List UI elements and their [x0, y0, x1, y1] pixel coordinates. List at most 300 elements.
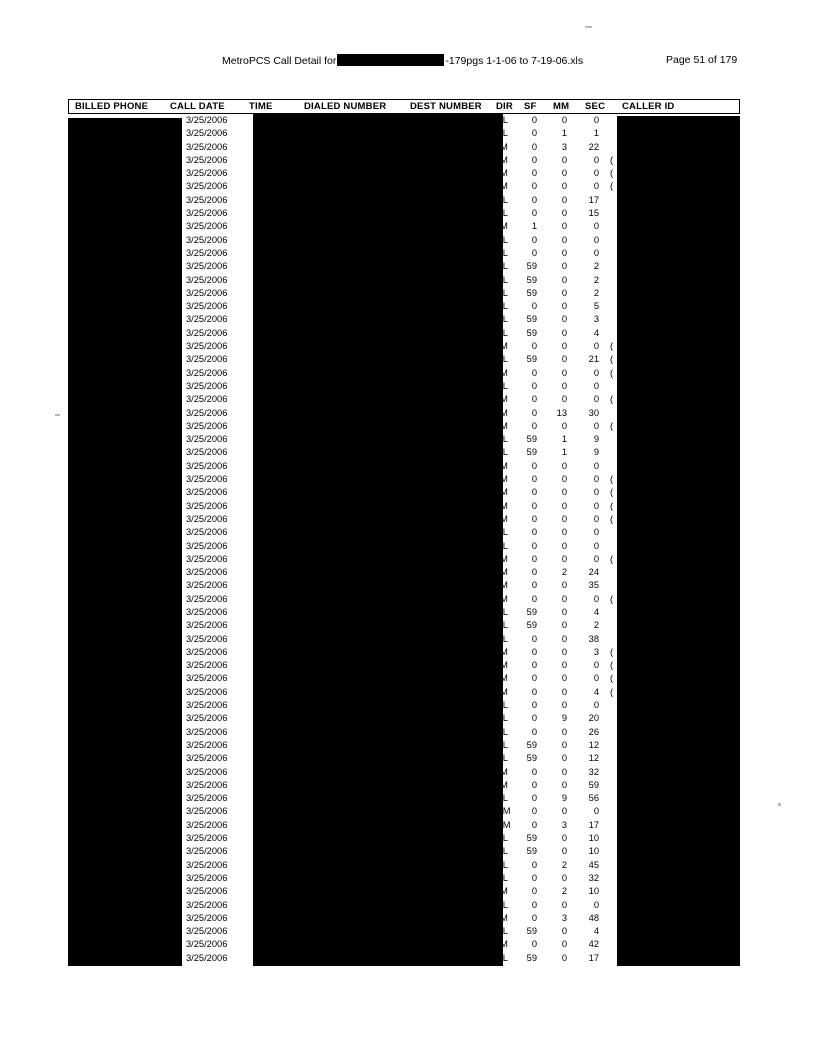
table-row [68, 500, 740, 513]
call-date-cell: 3/25/2006 [186, 341, 228, 352]
direction-cell: ML [495, 846, 508, 857]
scan-artifact [778, 803, 781, 806]
mm-cell: 0 [561, 154, 567, 165]
direction-cell: ML [495, 753, 508, 764]
sf-cell: 0 [531, 646, 537, 657]
table-row [68, 340, 740, 353]
sec-cell: 0 [593, 154, 599, 165]
sf-cell: 0 [531, 154, 537, 165]
call-date-cell: 3/25/2006 [186, 234, 228, 245]
time-cell: 12:05:43 [262, 553, 299, 564]
sec-cell: 4 [593, 327, 599, 338]
table-row [68, 486, 740, 499]
sf-cell: 0 [531, 181, 537, 192]
sf-cell: 0 [531, 899, 537, 910]
call-date-cell: 3/25/2006 [186, 407, 228, 418]
sf-cell: 0 [531, 553, 537, 564]
time-cell: 18:17:58 [262, 739, 299, 750]
table-row [68, 220, 740, 233]
sec-cell: 0 [593, 341, 599, 352]
call-date-cell: 3/25/2006 [186, 287, 228, 298]
direction-cell: ML [495, 314, 508, 325]
caller-id-fragment: ( [610, 500, 614, 511]
sec-cell: 17 [588, 194, 599, 205]
table-row [68, 659, 740, 672]
call-date-cell: 3/25/2006 [186, 939, 228, 950]
sec-cell: 0 [593, 899, 599, 910]
table-row [68, 686, 740, 699]
mm-cell: 0 [561, 420, 567, 431]
mm-cell: 0 [561, 553, 567, 564]
sf-cell: 0 [531, 513, 537, 524]
time-cell: 6:31:51 [267, 314, 299, 325]
sf-cell: 59 [526, 846, 537, 857]
time-cell: 19:55:24 [262, 872, 299, 883]
time-cell: 6:29:52 [267, 274, 299, 285]
sec-cell: 0 [593, 513, 599, 524]
mm-cell: 0 [561, 527, 567, 538]
report-title-prefix: MetroPCS Call Detail for [222, 55, 337, 67]
direction-cell: ML [495, 713, 508, 724]
time-cell: 20:16:02 [262, 952, 299, 963]
sec-cell: 32 [588, 872, 599, 883]
sec-cell: 21 [588, 354, 599, 365]
time-cell: 12:44:24 [262, 580, 299, 591]
sf-cell: 0 [531, 766, 537, 777]
sf-cell: 0 [531, 420, 537, 431]
time-cell: 13:15:00 [262, 620, 299, 631]
table-row [68, 805, 740, 818]
direction-cell: ML [495, 926, 508, 937]
sec-cell: 32 [588, 766, 599, 777]
sec-cell: 0 [593, 221, 599, 232]
mm-cell: 0 [561, 247, 567, 258]
time-cell: 11:13:32 [263, 474, 299, 485]
sf-cell: 0 [531, 527, 537, 538]
table-row [68, 779, 740, 792]
call-date-cell: 3/25/2006 [186, 447, 228, 458]
table-row [68, 127, 740, 140]
call-date-cell: 3/25/2006 [186, 327, 228, 338]
mm-cell: 0 [561, 700, 567, 711]
table-row [68, 699, 740, 712]
call-date-cell: 3/25/2006 [186, 952, 228, 963]
table-row [68, 553, 740, 566]
direction-cell: LM [495, 407, 508, 418]
time-cell: 16:26:04 [262, 700, 299, 711]
mm-cell: 0 [561, 301, 567, 312]
mm-cell: 2 [561, 567, 567, 578]
table-row [68, 792, 740, 805]
call-date-cell: 3/25/2006 [186, 606, 228, 617]
sf-cell: 0 [531, 673, 537, 684]
call-date-cell: 3/25/2006 [186, 833, 228, 844]
table-row [68, 393, 740, 406]
table-row [68, 114, 740, 127]
call-date-cell: 3/25/2006 [186, 460, 228, 471]
time-cell: 7:48:13 [267, 354, 299, 365]
time-cell: 19:15:00 [262, 793, 299, 804]
direction-cell: ML [495, 115, 508, 125]
call-date-cell: 3/25/2006 [186, 367, 228, 378]
sf-cell: 0 [531, 141, 537, 152]
call-date-cell: 3/25/2006 [186, 128, 228, 139]
mm-cell: 0 [561, 753, 567, 764]
sf-cell: 59 [526, 739, 537, 750]
sf-cell: 0 [531, 726, 537, 737]
sec-cell: 45 [588, 859, 599, 870]
mm-cell: 0 [561, 646, 567, 657]
redacted-name-block [337, 54, 444, 66]
table-row [68, 646, 740, 659]
sf-cell: 0 [531, 939, 537, 950]
table-row [68, 540, 740, 553]
call-date-cell: 3/25/2006 [186, 753, 228, 764]
sf-cell: 59 [526, 447, 537, 458]
table-row [68, 885, 740, 898]
mm-cell: 0 [561, 606, 567, 617]
mm-cell: 0 [561, 474, 567, 485]
sec-cell: 0 [593, 500, 599, 511]
sf-cell: 1 [531, 221, 537, 232]
mm-cell: 0 [561, 739, 567, 750]
table-row [68, 420, 740, 433]
table-row [68, 832, 740, 845]
time-cell: 20:14:57 [262, 939, 299, 950]
direction-cell: ML [495, 447, 508, 458]
sf-cell: 0 [531, 793, 537, 804]
sec-cell: 0 [593, 660, 599, 671]
sec-cell: 0 [593, 460, 599, 471]
mm-cell: 0 [561, 487, 567, 498]
sec-cell: 2 [593, 620, 599, 631]
caller-id-fragment: ( [610, 341, 614, 352]
direction-cell: ML [495, 234, 508, 245]
table-row [68, 566, 740, 579]
mm-cell: 0 [561, 660, 567, 671]
time-cell: 19:52:18 [262, 859, 299, 870]
direction-cell: ML [495, 633, 508, 644]
column-header-mm: MM [553, 101, 570, 112]
time-cell: 2:54:36 [267, 154, 299, 165]
sf-cell: 59 [526, 753, 537, 764]
sec-cell: 0 [593, 234, 599, 245]
call-date-cell: 3/25/2006 [186, 633, 228, 644]
direction-cell: ML [495, 128, 508, 139]
time-cell: 19:25:34 [262, 819, 299, 830]
direction-cell: LM [495, 181, 508, 192]
call-date-cell: 3/25/2006 [186, 194, 228, 205]
mm-cell: 0 [561, 314, 567, 325]
time-cell: 9:57:28 [267, 394, 299, 405]
call-date-cell: 3/25/2006 [186, 474, 228, 485]
column-header-call-date: CALL DATE [170, 101, 225, 112]
call-date-cell: 3/25/2006 [186, 380, 228, 391]
sf-cell: 0 [531, 234, 537, 245]
time-cell: 6:29:27 [267, 234, 299, 245]
time-cell: 11:56:23 [263, 527, 299, 538]
sf-cell: 59 [526, 434, 537, 445]
sec-cell: 42 [588, 939, 599, 950]
table-row [68, 739, 740, 752]
column-header-dir: DIR [496, 101, 513, 112]
mm-cell: 0 [561, 926, 567, 937]
direction-cell: ML [495, 833, 508, 844]
table-row [68, 899, 740, 912]
sec-cell: 5 [593, 301, 599, 312]
table-row [68, 872, 740, 885]
direction-cell: LM [495, 420, 508, 431]
sec-cell: 0 [593, 380, 599, 391]
mm-cell: 0 [561, 766, 567, 777]
call-date-cell: 3/25/2006 [186, 261, 228, 272]
direction-cell: MM [495, 806, 511, 817]
call-date-cell: 3/25/2006 [186, 301, 228, 312]
caller-id-fragment: ( [610, 154, 614, 165]
direction-cell: ML [495, 859, 508, 870]
sec-cell: 4 [593, 926, 599, 937]
time-cell: 2:55:04 [267, 168, 299, 179]
caller-id-fragment: ( [610, 367, 614, 378]
direction-cell: LM [495, 367, 508, 378]
direction-cell: LM [495, 487, 508, 498]
table-row [68, 766, 740, 779]
direction-cell: ML [495, 274, 508, 285]
sec-cell: 0 [593, 540, 599, 551]
call-date-cell: 3/25/2006 [186, 314, 228, 325]
time-cell: 15:16:24 [262, 660, 299, 671]
direction-cell: LM [495, 154, 508, 165]
call-date-cell: 3/25/2006 [186, 793, 228, 804]
sf-cell: 0 [531, 380, 537, 391]
caller-id-fragment: ( [610, 394, 614, 405]
time-cell: 6:29:09 [267, 208, 299, 219]
call-date-cell: 3/25/2006 [186, 713, 228, 724]
mm-cell: 0 [561, 181, 567, 192]
call-date-cell: 3/25/2006 [186, 673, 228, 684]
sf-cell: 0 [531, 540, 537, 551]
sf-cell: 0 [531, 247, 537, 258]
time-cell: 6:29:34 [267, 247, 299, 258]
table-row [68, 672, 740, 685]
mm-cell: 0 [561, 952, 567, 963]
direction-cell: LM [495, 912, 508, 923]
time-cell: 15:22:45 [262, 686, 299, 697]
column-header-sf: SF [524, 101, 537, 112]
time-cell: 20:07:03 [262, 899, 299, 910]
call-date-cell: 3/25/2006 [186, 872, 228, 883]
time-cell: 11:55:42 [263, 513, 299, 524]
call-date-cell: 3/25/2006 [186, 779, 228, 790]
direction-cell: LM [495, 580, 508, 591]
direction-cell: ML [495, 208, 508, 219]
sec-cell: 0 [593, 806, 599, 817]
column-header-caller-id: CALLER ID [622, 101, 675, 112]
sf-cell: 0 [531, 686, 537, 697]
direction-cell: ML [495, 380, 508, 391]
sf-cell: 0 [531, 341, 537, 352]
sf-cell: 0 [531, 779, 537, 790]
call-date-cell: 3/25/2006 [186, 154, 228, 165]
mm-cell: 0 [561, 367, 567, 378]
sec-cell: 9 [593, 434, 599, 445]
sec-cell: 4 [593, 686, 599, 697]
sec-cell: 15 [588, 208, 599, 219]
direction-cell: MM [495, 819, 511, 830]
mm-cell: 0 [561, 115, 567, 125]
table-row [68, 845, 740, 858]
direction-cell: ML [495, 247, 508, 258]
caller-id-fragment: ( [610, 420, 614, 431]
document-header [0, 54, 814, 70]
table-row [68, 593, 740, 606]
table-row [68, 513, 740, 526]
mm-cell: 0 [561, 274, 567, 285]
sf-cell: 0 [531, 194, 537, 205]
sf-cell: 0 [531, 700, 537, 711]
direction-cell: LM [495, 460, 508, 471]
direction-cell: LM [495, 141, 508, 152]
mm-cell: 0 [561, 540, 567, 551]
sf-cell: 59 [526, 620, 537, 631]
direction-cell: LM [495, 779, 508, 790]
mm-cell: 0 [561, 500, 567, 511]
call-date-cell: 3/25/2006 [186, 686, 228, 697]
sec-cell: 0 [593, 367, 599, 378]
time-cell: 7:02:45 [267, 341, 299, 352]
sf-cell: 0 [531, 912, 537, 923]
mm-cell: 2 [561, 859, 567, 870]
sf-cell: 0 [531, 115, 537, 125]
sec-cell: 0 [593, 247, 599, 258]
table-row [68, 207, 740, 220]
caller-id-fragment: ( [610, 646, 614, 657]
mm-cell: 0 [561, 194, 567, 205]
table-row [68, 446, 740, 459]
mm-cell: 0 [561, 380, 567, 391]
table-row [68, 287, 740, 300]
table-row [68, 167, 740, 180]
mm-cell: 0 [561, 779, 567, 790]
mm-cell: 1 [561, 128, 567, 139]
time-cell: 0:38:23 [267, 115, 299, 125]
direction-cell: LM [495, 646, 508, 657]
call-date-cell: 3/25/2006 [186, 115, 228, 125]
direction-cell: ML [495, 354, 508, 365]
sec-cell: 24 [588, 567, 599, 578]
sec-cell: 2 [593, 274, 599, 285]
table-row [68, 274, 740, 287]
time-cell: 6:29:24 [267, 221, 299, 232]
call-date-cell: 3/25/2006 [186, 221, 228, 232]
mm-cell: 3 [561, 819, 567, 830]
time-cell: 11:41:28 [263, 500, 299, 511]
mm-cell: 0 [561, 341, 567, 352]
mm-cell: 0 [561, 221, 567, 232]
table-row [68, 380, 740, 393]
sf-cell: 0 [531, 567, 537, 578]
sf-cell: 0 [531, 168, 537, 179]
mm-cell: 0 [561, 234, 567, 245]
call-date-cell: 3/25/2006 [186, 660, 228, 671]
table-row [68, 260, 740, 273]
call-detail-table [68, 99, 740, 966]
direction-cell: LM [495, 673, 508, 684]
sec-cell: 0 [593, 168, 599, 179]
direction-cell: ML [495, 739, 508, 750]
page-number-label: Page 51 of 179 [666, 54, 738, 66]
table-row [68, 819, 740, 832]
sf-cell: 0 [531, 500, 537, 511]
sf-cell: 0 [531, 487, 537, 498]
sec-cell: 17 [588, 819, 599, 830]
time-cell: 6:30:24 [267, 301, 299, 312]
sf-cell: 0 [531, 394, 537, 405]
call-date-cell: 3/25/2006 [186, 739, 228, 750]
sf-cell: 59 [526, 274, 537, 285]
mm-cell: 0 [561, 580, 567, 591]
sf-cell: 59 [526, 354, 537, 365]
mm-cell: 1 [561, 447, 567, 458]
direction-cell: LM [495, 886, 508, 897]
caller-id-fragment: ( [610, 593, 614, 604]
sec-cell: 0 [593, 700, 599, 711]
time-cell: 10:47:00 [262, 434, 299, 445]
table-row [68, 194, 740, 207]
sec-cell: 0 [593, 115, 599, 125]
sec-cell: 48 [588, 912, 599, 923]
direction-cell: LM [495, 394, 508, 405]
time-cell: 6:29:39 [267, 261, 299, 272]
time-cell: 17:05:22 [262, 726, 299, 737]
sf-cell: 0 [531, 806, 537, 817]
sf-cell: 0 [531, 713, 537, 724]
direction-cell: ML [495, 899, 508, 910]
call-date-cell: 3/25/2006 [186, 208, 228, 219]
time-cell: 10:45:20 [262, 420, 299, 431]
sec-cell: 3 [593, 646, 599, 657]
sec-cell: 0 [593, 527, 599, 538]
sf-cell: 0 [531, 872, 537, 883]
table-row [68, 912, 740, 925]
call-date-cell: 3/25/2006 [186, 766, 228, 777]
sec-cell: 20 [588, 713, 599, 724]
direction-cell: ML [495, 952, 508, 963]
column-header-sec: SEC [585, 101, 606, 112]
column-header-dialed-number: DIALED NUMBER [304, 101, 387, 112]
mm-cell: 2 [561, 886, 567, 897]
mm-cell: 0 [561, 673, 567, 684]
direction-cell: LM [495, 567, 508, 578]
sec-cell: 38 [588, 633, 599, 644]
table-row [68, 859, 740, 872]
direction-cell: ML [495, 301, 508, 312]
call-date-cell: 3/25/2006 [186, 593, 228, 604]
caller-id-fragment: ( [610, 168, 614, 179]
direction-cell: ML [495, 540, 508, 551]
sec-cell: 10 [588, 846, 599, 857]
table-row [68, 407, 740, 420]
sec-cell: 12 [588, 753, 599, 764]
caller-id-fragment: ( [610, 686, 614, 697]
table-row [68, 327, 740, 340]
table-row [68, 247, 740, 260]
mm-cell: 0 [561, 287, 567, 298]
sf-cell: 0 [531, 593, 537, 604]
mm-cell: 0 [561, 460, 567, 471]
caller-id-fragment: ( [610, 354, 614, 365]
table-row [68, 925, 740, 938]
